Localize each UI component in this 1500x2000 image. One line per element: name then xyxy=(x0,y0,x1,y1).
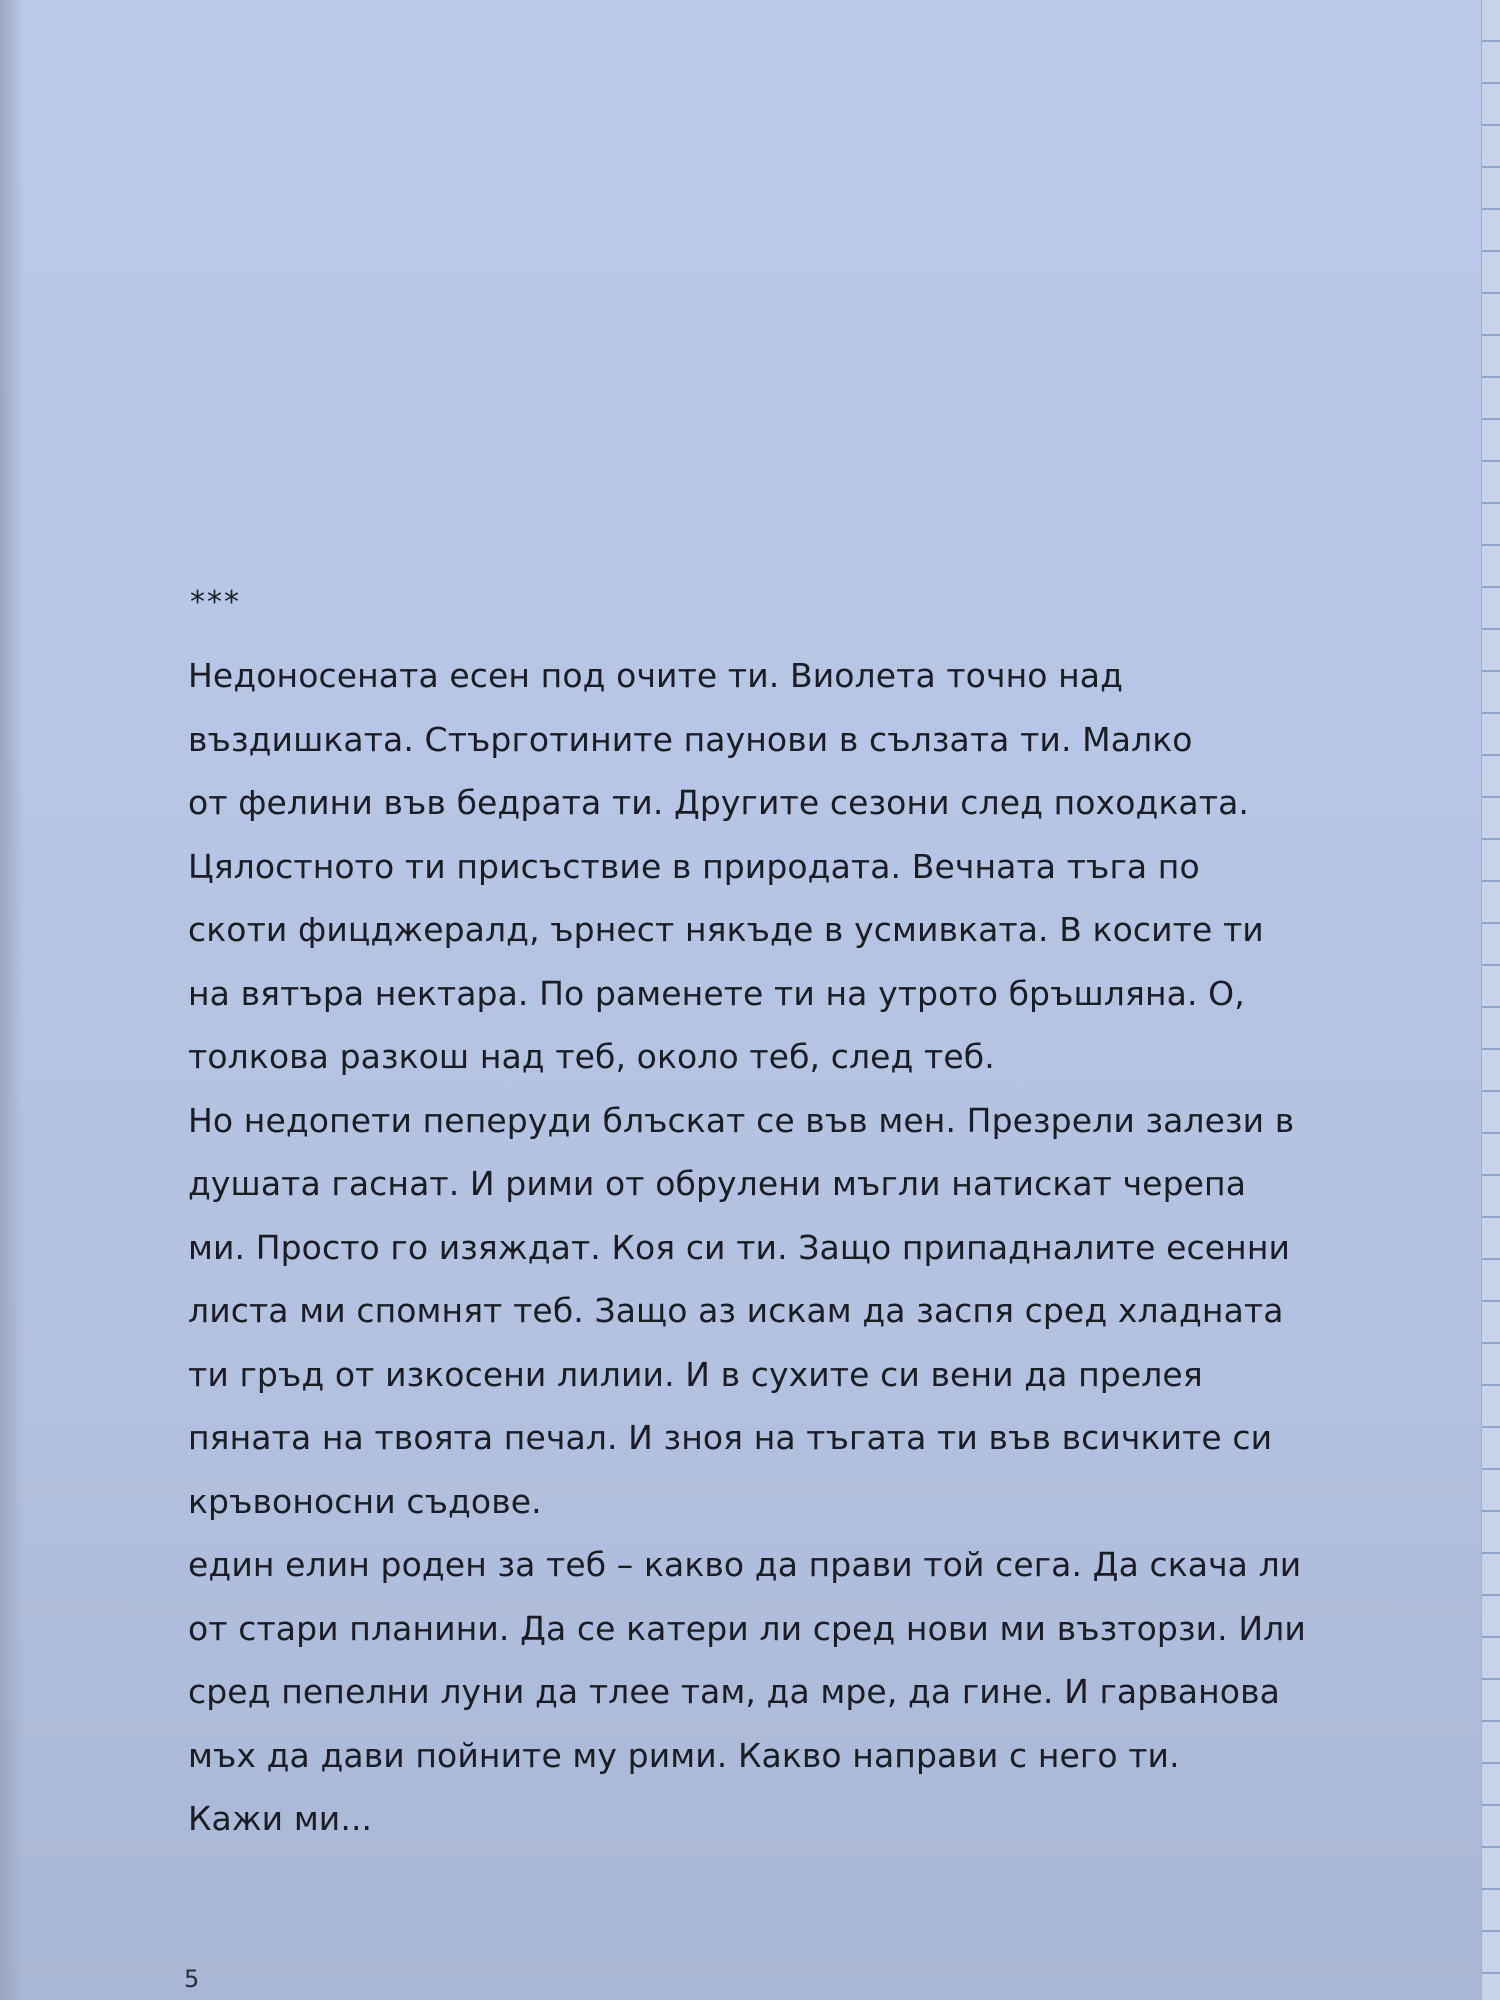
text-line: от стари планини. Да се катери ли сред нови ми възторзи. Или xyxy=(188,1608,1306,1648)
page-number: 5 xyxy=(184,1965,200,1993)
text-line: толкова разкош над теб, около теб, след теб. xyxy=(188,1037,995,1076)
paragraph-1 xyxy=(188,644,1388,1089)
paragraph-3 xyxy=(188,1533,1388,1851)
text-line: въздишката. Стърготините паунови в сълзата ти. Малко xyxy=(188,719,1193,759)
text-line: пяната на твоята печал. И зноя на тъгата ти във всичките си xyxy=(188,1418,1273,1457)
text-line: кръвоносни съдове. xyxy=(188,1481,542,1521)
text-line: Недоносената есен под очите ти. Виолета точно над xyxy=(188,656,1124,695)
page-gutter-shadow xyxy=(0,0,24,2000)
text-line: един елин роден за теб – какво да прави той сега. Да скача ли xyxy=(188,1545,1302,1584)
text-line: ми. Просто го изяждат. Коя си ти. Защо припадналите есенни xyxy=(188,1227,1291,1267)
page-edge-stack xyxy=(1481,0,1500,2000)
poem-body xyxy=(188,644,1388,1851)
text-line: листа ми спомнят теб. Защо аз искам да заспя сред хладната xyxy=(188,1291,1284,1330)
text-line: на вятъра нектара. По раменете ти на утрото бръшляна. О, xyxy=(188,973,1245,1013)
text-line: ти гръд от изкосени лилии. И в сухите си вени да прелея xyxy=(188,1354,1203,1394)
section-marker: *** xyxy=(190,585,241,620)
text-line: Но недопети пеперуди блъскат се във мен. Презрели залези в xyxy=(188,1100,1295,1140)
text-line: Цялостното ти присъствие в природата. Вечната тъга по xyxy=(188,846,1200,886)
text-line: Кажи ми... xyxy=(188,1799,373,1838)
paragraph-2 xyxy=(188,1089,1388,1534)
text-line: мъх да дави пойните му рими. Какво направи с него ти. xyxy=(188,1735,1180,1775)
text-line: от фелини във бедрата ти. Другите сезони след походката. xyxy=(188,783,1249,822)
text-line: скоти фицджералд, ърнест някъде в усмивката. В косите ти xyxy=(188,910,1264,949)
text-line: душата гаснат. И рими от обрулени мъгли натискат черепа xyxy=(188,1164,1247,1203)
text-line: сред пепелни луни да тлее там, да мре, да гине. И гарванова xyxy=(188,1672,1280,1711)
